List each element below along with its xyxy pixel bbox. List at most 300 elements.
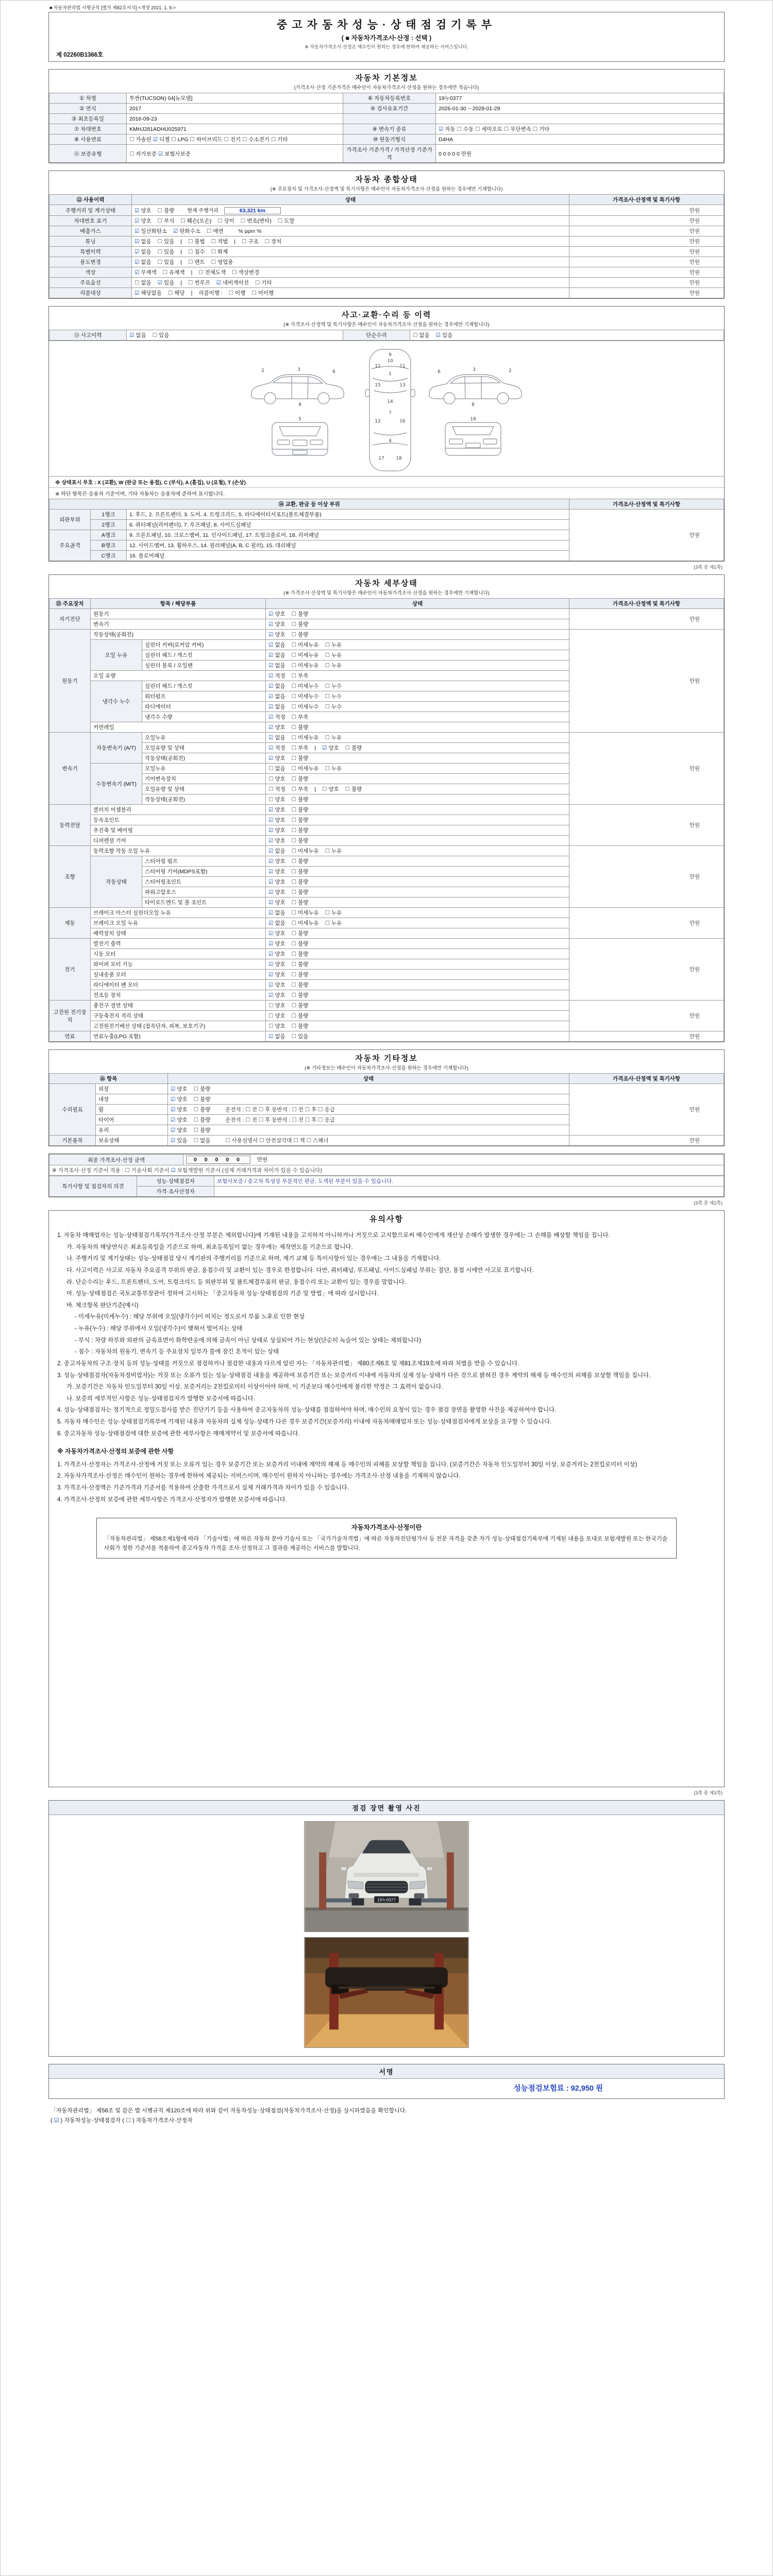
price-cell[interactable]: 만원 [569,236,724,247]
checkbox-option[interactable]: ☐ 훼손(오손) [180,218,212,224]
price-cell[interactable]: 만원 [569,939,724,1001]
price-cell[interactable]: 만원 [569,1001,724,1031]
device-label: 자기진단 [49,609,91,630]
checkbox-option[interactable]: ☐ 미세누유 [291,910,319,916]
field-value[interactable]: D4HA [436,134,724,145]
checkbox-option[interactable]: | [191,269,193,276]
checkbox-option[interactable]: ☐ 불량 [291,807,309,813]
checkbox-option[interactable]: ☐ 없음 [193,1138,211,1144]
checkbox-option[interactable]: ☐ 불법 [188,239,205,245]
svg-text:17: 17 [378,456,384,461]
checkbox-option[interactable]: ☑ 양호 [268,941,285,947]
checkbox-option[interactable]: ☐ 불량 [291,776,309,782]
checkbox-option[interactable]: ☐ 부족 [291,714,309,720]
checkbox-option[interactable]: ☐ 장치 [264,239,282,245]
checkbox-option[interactable]: ☑ 없음 [268,910,285,916]
mileage-value: 63,321 km [224,207,281,214]
checkbox-option[interactable]: ☑ 없음 [268,704,285,710]
checkbox-option[interactable]: ☑ 있음 [157,280,175,286]
checkbox-option[interactable]: ☑ 양호 [171,1086,188,1092]
field-label: ⑪ 보증유형 [49,145,127,163]
checkbox-option[interactable]: ☐ 화재 [211,249,228,255]
checkbox-option[interactable]: ☐ 구조 [242,239,259,245]
checkbox-option[interactable]: ☐ 불량 [291,1003,309,1009]
checkbox-option[interactable]: ☐ 누수 [325,683,342,689]
price-cell[interactable]: 만원 [569,247,724,257]
overall-condition-table [49,194,724,298]
checkbox-option[interactable]: ☑ 있음 [171,1138,188,1144]
checkbox-option[interactable]: ☐ 불량 [291,827,309,834]
rank-group: 주요골격 [49,530,91,561]
checkbox-option[interactable]: ☐ 불량 [345,745,362,751]
checkbox-option[interactable]: ☐ 기타 [255,280,272,286]
notice-line: 마. 성능·상태점검은 국토교통부장관이 정하여 고시하는 「중고자동차 성능·상태점검의 기준 및 방법」에 따라 실시합니다. [66,1291,379,1297]
table-header-row [49,195,724,205]
col-header-price: 가격조사·산정액 및 특기사항 [569,1074,724,1084]
state-cell [266,939,569,949]
svg-text:15: 15 [375,383,381,388]
checkbox-option[interactable]: ☑ 양호 [268,611,285,617]
price-cell[interactable]: 만원 [569,1084,724,1136]
checkbox-option[interactable]: ☐ 누유 [325,920,342,926]
checkbox-option[interactable]: ☑ 적정 [268,745,285,751]
checkbox-option[interactable]: ☐ 불량 [291,930,309,937]
checkbox-option[interactable]: ☐ 불량 [193,1107,211,1113]
checkbox-option[interactable]: ☐ 불량 [291,724,309,731]
checkbox-option[interactable]: ☐ 불량 [193,1117,211,1123]
checkbox-group [135,228,230,234]
checkbox-option[interactable]: ☐ 없음 [413,332,430,338]
checkbox-option[interactable]: ☐ 불량 [193,1086,211,1092]
checkbox-option[interactable]: ☐ 누유 [325,766,342,772]
checkbox-option[interactable]: ☑ 없음 [135,239,152,245]
item-label: 라디에이터 [142,702,266,712]
checkbox-option[interactable]: ☐ 누유 [325,735,342,741]
checkbox-option[interactable]: ☑ 탄화수소 [173,228,200,234]
field-value[interactable]: KMHJ281ADHU025971 [127,124,343,134]
opinion-row [49,1187,724,1197]
checkbox-option[interactable]: ☐ 양호 [268,1013,285,1019]
checkbox-option[interactable]: ☑ 없음 [268,920,285,926]
checkbox-option[interactable]: ☑ 양호 [268,858,285,865]
checkbox-option[interactable]: ☑ 무채색 [135,269,157,276]
checkbox-option[interactable]: ☐ 누수 [325,704,342,710]
checkbox-option[interactable]: | [180,249,182,255]
accident-history-state [127,330,343,341]
state-cell [132,236,569,247]
state-cell [168,1094,569,1105]
checkbox-option[interactable]: ☐ 적정 [268,786,285,792]
notice-line: - 부식 : 차량 하부와 외판의 금속표면이 화학반응에 의해 금속이 아닌 상태로 상실되어 가는 현상(단순히 녹슬어 있는 상태는 제외합니다) [75,1337,422,1344]
checkbox-option[interactable]: ☐ 불량 [157,208,175,214]
rank-items: 16. 플로어패널 [127,551,569,561]
checkbox-option[interactable]: ☐ 불량 [291,1013,309,1019]
checkbox-option[interactable]: ☐ 불량 [291,992,309,998]
checkbox-option[interactable]: ☑ 양호 [268,827,285,834]
field-value[interactable]: 2026-01-30 ~ 2028-01-29 [436,104,724,114]
checkbox-option[interactable]: ☐ 불량 [291,611,309,617]
item-label: 파워고압호스 [142,887,266,897]
group-label: 수리필요 [49,1084,96,1136]
checkbox-option[interactable]: | [314,786,316,792]
item-label: 커먼레일 [91,722,266,733]
checkbox-option[interactable]: ☐ 불량 [345,786,362,792]
checkbox-option[interactable]: ☑ 양호 [268,755,285,761]
rank-label: C랭크 [91,551,127,561]
checkbox-option[interactable]: ☐ 부족 [291,673,309,679]
checkbox-option[interactable]: ☐ 불량 [193,1096,211,1103]
license-plate: 19누0377 [377,1897,396,1903]
checkbox-option[interactable]: ☑ 없음 [129,332,146,338]
checkbox-option[interactable]: ☑ 양호 [268,869,285,875]
col-header-item: 항목 / 해당부품 [91,599,266,609]
checkbox-option[interactable]: ☑ 없음 [268,693,285,700]
price-cell[interactable]: 만원 [569,226,724,236]
svg-text:14: 14 [387,399,393,404]
checkbox-option[interactable]: ☐ 미세누유 [291,848,319,854]
price-cell[interactable]: 만원 [569,216,724,226]
checkbox-option[interactable]: | [180,280,182,286]
checkbox-option[interactable]: ☐ 불량 [291,879,309,885]
checkbox-option[interactable]: ☐ 이행 [228,290,246,296]
field-value[interactable]: ☐ 가솔린 ☑ 디젤 ☐ LPG ☐ 하이브리드 ☐ 전기 ☐ 수소전기 ☐ 기타 [127,134,343,145]
vehicle-diagram-graphic [242,345,531,475]
checkbox-option[interactable]: ☐ 미세누수 [291,704,319,710]
checkbox-option[interactable]: ☑ 양호 [268,972,285,978]
table-row [49,278,724,288]
checkbox-option[interactable]: ☐ 불량 [291,755,309,761]
checkbox-option[interactable]: ☐ 침수 [188,249,205,255]
checkbox-option[interactable]: ☐ 불량 [291,941,309,947]
section-title-detail: 자동차 세부상태 [355,579,418,588]
checkbox-option[interactable]: 리콜이행 : [198,290,223,296]
checkbox-option[interactable]: ☐ 부족 [291,745,309,751]
price-cell[interactable]: 만원 [569,205,724,216]
subgroup-label: 냉각수 누수 [91,681,142,722]
svg-text:2: 2 [509,368,512,374]
checkbox-option[interactable]: ☐ 불량 [291,838,309,844]
checkbox-option[interactable]: ☑ 양호 [268,879,285,885]
checkbox-option[interactable]: ☐ 누유 [325,848,342,854]
checkbox-option[interactable]: ☑ 양호 [322,745,339,751]
checkbox-option[interactable]: ☐ 부식 [157,218,175,224]
checkbox-option[interactable]: ☐ 전체도색 [198,269,226,276]
col-header-device: ⑮ 주요장치 [49,599,91,609]
price-cell[interactable]: 만원 [569,267,724,278]
table-row [49,247,724,257]
row-label: 튜닝 [49,236,132,247]
checkbox-option[interactable]: ☑ 양호 [135,208,152,214]
price-cell[interactable]: 만원 [569,257,724,267]
item-label: 오일유량 및 상태 [142,743,266,753]
state-cell [266,619,569,630]
form-footer [51,2106,725,2124]
checkbox-option[interactable]: ☐ 양호 [268,776,285,782]
item-label: 휠 [96,1105,168,1115]
basic-row [49,145,724,163]
checkbox-option[interactable]: ☐ 불량 [291,632,309,638]
checkbox-option[interactable]: ☑ 양호 [171,1117,188,1123]
col-header-usage: ⑫ 사용이력 [49,195,132,205]
checkbox-option[interactable]: ☐ 불량 [291,889,309,895]
checkbox-option[interactable]: ☐ 불량 [291,1023,309,1029]
basic-info-table [49,93,724,163]
checkbox-option[interactable]: ☐ 누유 [325,663,342,669]
notice-line: 4. 가격조사·산정의 보증에 관한 세부사항은 가격조사·산정자가 발행한 보증서에 따릅니다. [57,1496,287,1503]
checkbox-option[interactable]: ☑ 일산화탄소 [135,228,167,234]
checkbox-option[interactable]: ☐ 미세누유 [291,920,319,926]
checkbox-option[interactable]: ☑ 양호 [268,951,285,957]
price-cell[interactable]: 만원 [569,846,724,908]
device-label: 동력전달 [49,805,91,846]
checkbox-option[interactable]: ☐ 부족 [291,786,309,792]
field-label: ③ 최초등록일 [49,114,127,124]
checkbox-group [135,269,265,276]
photo-list [49,1815,724,2056]
checkbox-option[interactable]: ☐ 불량 [291,951,309,957]
checkbox-option[interactable]: ☐ 없음 [268,766,285,772]
subgroup-label: 작동상태 [91,856,142,908]
checkbox-option[interactable]: ☐ 미세누유 [291,642,319,648]
checkbox-option[interactable]: ☑ 적정 [268,673,285,679]
checkbox-option[interactable]: | [234,239,236,245]
rank-items: 9. 프론트패널, 10. 크로스멤버, 11. 인사이드패널, 17. 트렁크플로어, 18. 리어패널 [127,530,569,540]
svg-text:2: 2 [261,368,264,374]
checkbox-option[interactable]: ☐ 불량 [291,900,309,906]
checkbox-option[interactable]: ☑ 양호 [171,1127,188,1133]
field-value[interactable]: 0 0 0 0 0 만원 [436,145,724,163]
checkbox-option[interactable]: ☐ 유채색 [162,269,185,276]
checkbox-option[interactable]: ☐ 없음 [135,280,152,286]
checkbox-option[interactable]: ☐ 미세누유 [291,735,319,741]
section-title-notices: 유의사항 [369,1215,404,1224]
checkbox-option[interactable]: ☐ 적법 [211,239,228,245]
checkbox-option[interactable]: ☐ 불량 [291,817,309,823]
price-cell[interactable]: 만원 [569,288,724,298]
section-note-other: (※ 기타정보는 매수인이 자동차가격조사·산정을 원하는 경우에만 기재합니다) [305,1065,468,1071]
checkbox-option[interactable]: ☐ 누유 [325,652,342,658]
notice-line: 다. 사고이력은 사고로 자동차 주요골격 부위의 판금, 용접수리 및 교환이 있는 경우로 한정합니다. 다만, 쿼터패널, 루프패널, 사이드실패널 부위는 절단, 용접 시에만 사고로 표기합니다. [66,1267,534,1274]
checkbox-option[interactable]: ☑ 양호 [268,632,285,638]
field-value[interactable]: 투싼(TUCSON) 04[뉴모델] [127,93,343,104]
checkbox-option[interactable]: ☑ 없음 [135,249,152,255]
checkbox-option[interactable]: ☑ 양호 [268,807,285,813]
price-cell[interactable]: 만원 [569,630,724,733]
checkbox-option[interactable]: ☐ 불량 [291,858,309,865]
item-label: 내장 [96,1094,168,1105]
device-label: 연료 [49,1031,91,1042]
svg-text:5: 5 [298,417,301,422]
item-label: 와이퍼 모터 기능 [91,959,266,970]
checkbox-option[interactable]: ☐ 양호 [268,796,285,803]
state-cell [266,784,569,794]
checkbox-option[interactable]: ☐ 해당 [167,290,185,296]
photos-section [48,1800,725,2057]
checkbox-option[interactable]: ☑ 양호 [268,930,285,937]
checkbox-option[interactable]: | [314,745,316,751]
item-label: 타이로드엔드 및 볼 조인트 [142,897,266,908]
row-label: 용도변경 [49,257,132,267]
checkbox-option[interactable]: ☐ 불량 [291,796,309,803]
field-value[interactable] [436,114,724,124]
checkbox-option[interactable]: ☐ 있음 [157,249,175,255]
checkbox-option[interactable]: ☐ 미세누유 [291,652,319,658]
checkbox-option[interactable]: ☐ 누유 [325,642,342,648]
checkbox-option[interactable]: ☐ 영업용 [211,259,233,265]
price-cell[interactable]: 만원 [569,805,724,846]
state-cell [266,1001,569,1011]
checkbox-option[interactable]: ☐ 있음 [157,259,175,265]
checkbox-option[interactable]: ☐ 미세누유 [291,663,319,669]
opinion-text[interactable]: 보험사보증 / 중고차 특성상 부분적인 판금, 도색된 부분이 있을 수 있습니다. [214,1176,724,1187]
state-cell [132,216,569,226]
checkbox-option[interactable]: ☐ 불량 [291,869,309,875]
state-cell [266,887,569,897]
photo-underbody-graphic [304,1937,469,2048]
checkbox-option[interactable]: ☐ 양호 [322,786,339,792]
checkbox-option[interactable]: ☐ 미이행 [251,290,274,296]
field-label: ⑨ 변속기 종류 [343,124,436,134]
notices-body [49,1225,724,1509]
checkbox-option[interactable]: ☐ 미세누수 [291,683,319,689]
field-value[interactable]: 19누0377 [436,93,724,104]
price-cell[interactable]: 만원 [569,609,724,630]
table-row [49,205,724,216]
state-cell [266,1011,569,1021]
field-value[interactable]: ☐ 자가보증 ☑ 보험사보증 [127,145,343,163]
checkbox-option[interactable]: ☑ 있음 [435,332,453,338]
checkbox-option[interactable]: ☑ 양호 [268,724,285,731]
checkbox-option[interactable]: ☐ 썬루프 [188,280,210,286]
checkbox-option[interactable]: ☑ 양호 [268,961,285,968]
price-cell[interactable]: 만원 [569,733,724,805]
checkbox-option[interactable]: ☑ 양호 [268,838,285,844]
final-price-digits: 0 0 0 0 0 [186,1156,250,1164]
checkbox-option[interactable]: ☑ 양호 [268,900,285,906]
checkbox-option[interactable]: ☑ 없음 [135,259,152,265]
checkbox-option[interactable]: ☑ 양호 [171,1107,188,1113]
checkbox-option[interactable]: ☐ 누수 [325,693,342,700]
row-label: 리콜대상 [49,288,132,298]
notice-line: 2. 중고자동차의 구조·장치 등의 성능·상태를 거짓으로 점검하거나 점검한 내용과 다르게 알린 자는 「자동차관리법」 제80조제6호 및 제81조제19호에 따라 처벌을 받을 수 있습니다. [57,1360,519,1367]
checkbox-option[interactable]: ☐ 있음 [291,1033,309,1040]
notice-line: 나. 주행거리 및 계기상태는 성능·상태점검 당시 계기판의 주행거리를 기준으로 하며, 계기 교체 등 특이사항이 있는 경우에는 그 내용을 기재합니다. [66,1256,441,1262]
checkbox-option[interactable]: ☐ 불량 [291,621,309,628]
state-cell [266,846,569,856]
checkbox-option[interactable]: ☑ 없음 [268,1033,285,1040]
checkbox-option[interactable]: ☑ 없음 [268,652,285,658]
price-cell[interactable]: 만원 [569,278,724,288]
rank-table [49,499,724,561]
state-cell [266,681,569,691]
checkbox-option[interactable]: ☐ 양호 [268,1023,285,1029]
checkbox-option[interactable]: ☑ 양호 [268,621,285,628]
price-cell[interactable]: 만원 [569,510,724,561]
checkbox-option[interactable]: ☐ 변조(변타) [240,218,272,224]
insurance-fee: 성능점검보험료 : 92,950 원 [513,2084,603,2093]
device-label: 원동기 [49,630,91,733]
checkbox-option[interactable]: ☑ 적정 [268,714,285,720]
price-cell[interactable]: 만원 [569,1136,724,1146]
opinion-text[interactable] [214,1187,724,1197]
checkbox-option[interactable]: | [180,259,182,265]
checkbox-option[interactable]: ☑ 양호 [268,889,285,895]
field-value[interactable]: 2017 [127,104,343,114]
checkbox-option[interactable]: ☑ 양호 [135,218,152,224]
checkbox-option[interactable]: ☑ 양호 [268,992,285,998]
checkbox-option[interactable]: ☑ 양호 [171,1096,188,1103]
checkbox-option[interactable]: ☑ 없음 [268,683,285,689]
state-cell [266,815,569,825]
price-definition-box [96,1518,677,1558]
checkbox-option[interactable]: ☐ 불량 [291,972,309,978]
state-extra: ☐ 사용설명서 ☐ 안전삼각대 ☐ 잭 ☐ 스패너 [225,1138,329,1144]
field-value[interactable]: ☑ 자동 ☐ 수동 ☐ 세미오토 ☐ 무단변속 ☐ 기타 [436,124,724,134]
vehicle-diagram [49,341,724,476]
checkbox-option[interactable]: ☑ 없음 [268,663,285,669]
checkbox-option[interactable]: ☑ 없음 [268,848,285,854]
other-info-section [48,1049,725,1146]
checkbox-option[interactable]: ☑ 네비게이션 [216,280,249,286]
svg-text:6: 6 [332,369,335,375]
state-cell [132,278,569,288]
checkbox-option[interactable]: ☐ 불량 [291,982,309,988]
price-cell[interactable]: 만원 [569,1031,724,1042]
checkbox-option[interactable]: ☐ 색상변경 [232,269,260,276]
col-header-price: 가격조사·산정액 및 특기사항 [569,599,724,609]
checkbox-option[interactable]: | [191,290,193,296]
field-value[interactable]: 2016-09-23 [127,114,343,124]
checkbox-option[interactable]: ☑ 해당없음 [135,290,162,296]
checkbox-option[interactable]: ☐ 양호 [268,1003,285,1009]
item-label: 변속기 [91,619,266,630]
final-price-table [49,1154,724,1176]
item-label: 클러치 어셈블리 [91,805,266,815]
item-label: 타이어 [96,1115,168,1125]
checkbox-option[interactable]: ☐ 불량 [291,961,309,968]
checkbox-option[interactable]: | [180,239,182,245]
col-header-state: 상태 [266,599,569,609]
checkbox-option[interactable]: ☐ 매연 [206,228,224,234]
item-label: 실린더 블록 / 오일팬 [142,660,266,671]
checkbox-option[interactable]: ☐ 불량 [193,1127,211,1133]
checkbox-option[interactable]: ☐ 도말 [277,218,295,224]
table-row [49,805,724,815]
checkbox-option[interactable]: ☐ 누유 [325,910,342,916]
checkbox-option[interactable]: ☑ 없음 [268,642,285,648]
price-cell[interactable]: 만원 [569,908,724,939]
page-marker: (3쪽 중 제3쪽) [694,1790,722,1795]
field-label: 가격조사 기준가격 / 가격산정 기준가격 [343,145,436,163]
checkbox-option[interactable]: ☐ 상이 [217,218,234,224]
final-price-value[interactable] [183,1155,724,1165]
checkbox-option[interactable]: ☐ 렌트 [188,259,205,265]
item-label: 브레이크 마스터 실린더오일 누유 [91,908,266,918]
checkbox-option[interactable]: ☑ 없음 [268,735,285,741]
checkbox-option[interactable]: ☐ 있음 [152,332,170,338]
item-label: 원동기 [91,609,266,619]
checkbox-option[interactable]: ☐ 미세누수 [291,693,319,700]
state-cell [266,949,569,959]
section-note-basic: (가격조사·산정 기준가격은 매수인이 자동차가격조사·산정을 원하는 경우에만 적습니다) [294,85,479,91]
checkbox-option[interactable]: ☑ 양호 [268,982,285,988]
subgroup-label: 오일 누유 [91,640,142,671]
subgroup-label: 자동변속기 (A/T) [91,733,142,764]
checkbox-option[interactable]: ☐ 미세누유 [291,766,319,772]
checkbox-option[interactable]: ☐ 있음 [157,239,175,245]
checkbox-option[interactable]: ☑ 양호 [268,817,285,823]
accident-summary-row [49,330,724,341]
